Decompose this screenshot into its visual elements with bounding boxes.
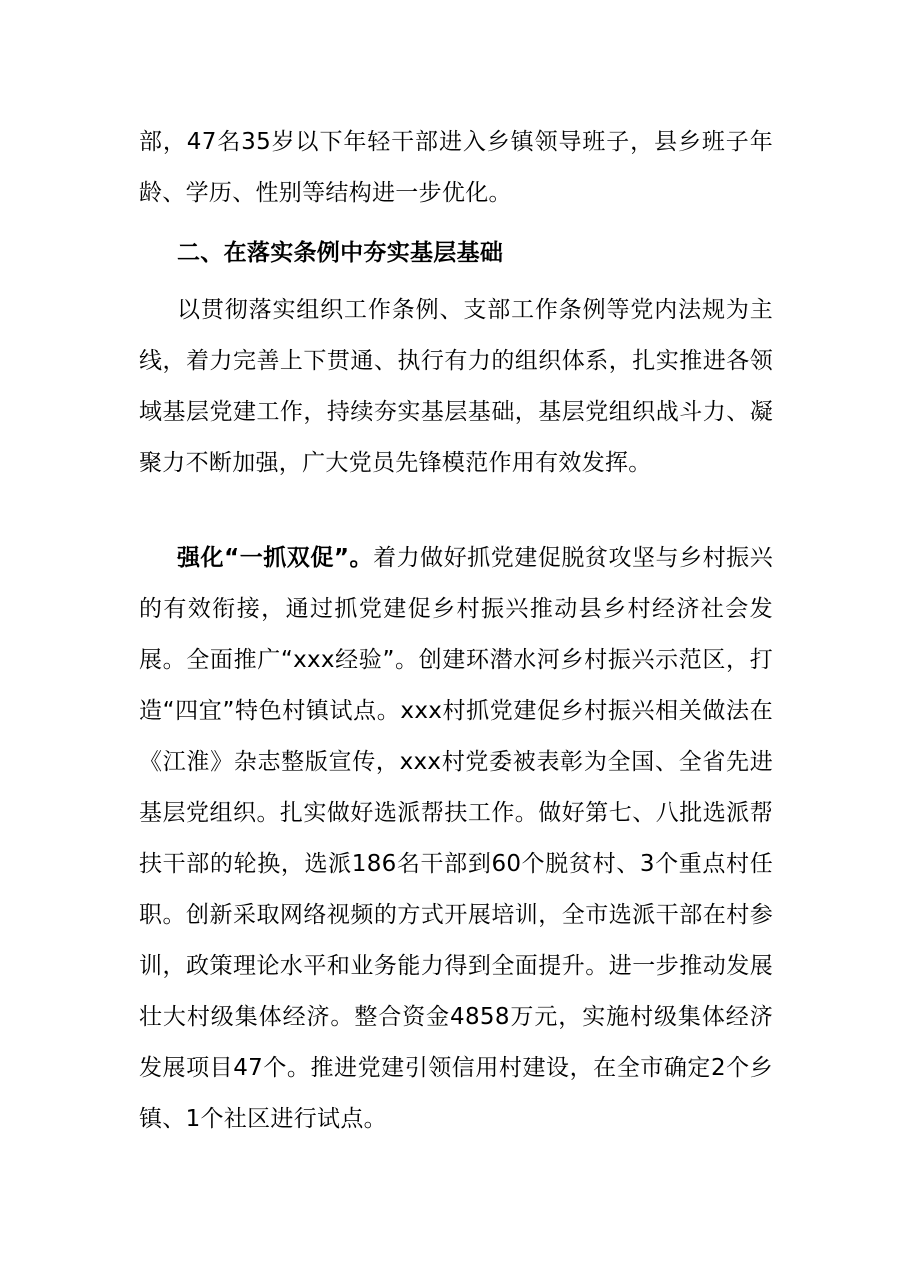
paragraph-lead-phrase: 强化“一抓双促”。 [177,545,374,571]
section-heading: 二、在落实条例中夯实基层基础 [177,240,504,266]
paragraph-main [139,533,773,1145]
paragraph-intro: 以贯彻落实组织工作条例、支部工作条例等党内法规为主线，着力完善上下贯通、执行有力的组织体系，扎实推进各领域基层党建工作，持续夯实基层基础，基层党组织战斗力、凝聚力不断加强，广大党员先锋模范作用有效发挥。 [139,297,773,476]
paragraph-body-text: 着力做好抓党建促脱贫攻坚与乡村振兴的有效衔接，通过抓党建促乡村振兴推动县乡村经济社会发展。全面推广“xxx经验”。创建环潜水河乡村振兴示范区，打造“四宜”特色村镇试点。xxx村抓党建促乡村振兴相关做法在《江淮》杂志整版宣传，xxx村党委被表彰为全国、全省先进基层党组织。扎实做好选派帮扶工作。做好第七、八批选派帮扶干部的轮换，选派186名干部到60个脱贫村、3个重点村任职。创新采取网络视频的方式开展培训，全市选派干部在村参训，政策理论水平和业务能力得到全面提升。进一步推动发展壮大村级集体经济。整合资金4858万元，实施村级集体经济发展项目47个。推进党建引领信用村建设，在全市确定2个乡镇、1个社区进行试点。 [139,545,773,1132]
paragraph-continuation: 部，47名35岁以下年轻干部进入乡镇领导班子，县乡班子年龄、学历、性别等结构进一步优化。 [139,129,773,206]
